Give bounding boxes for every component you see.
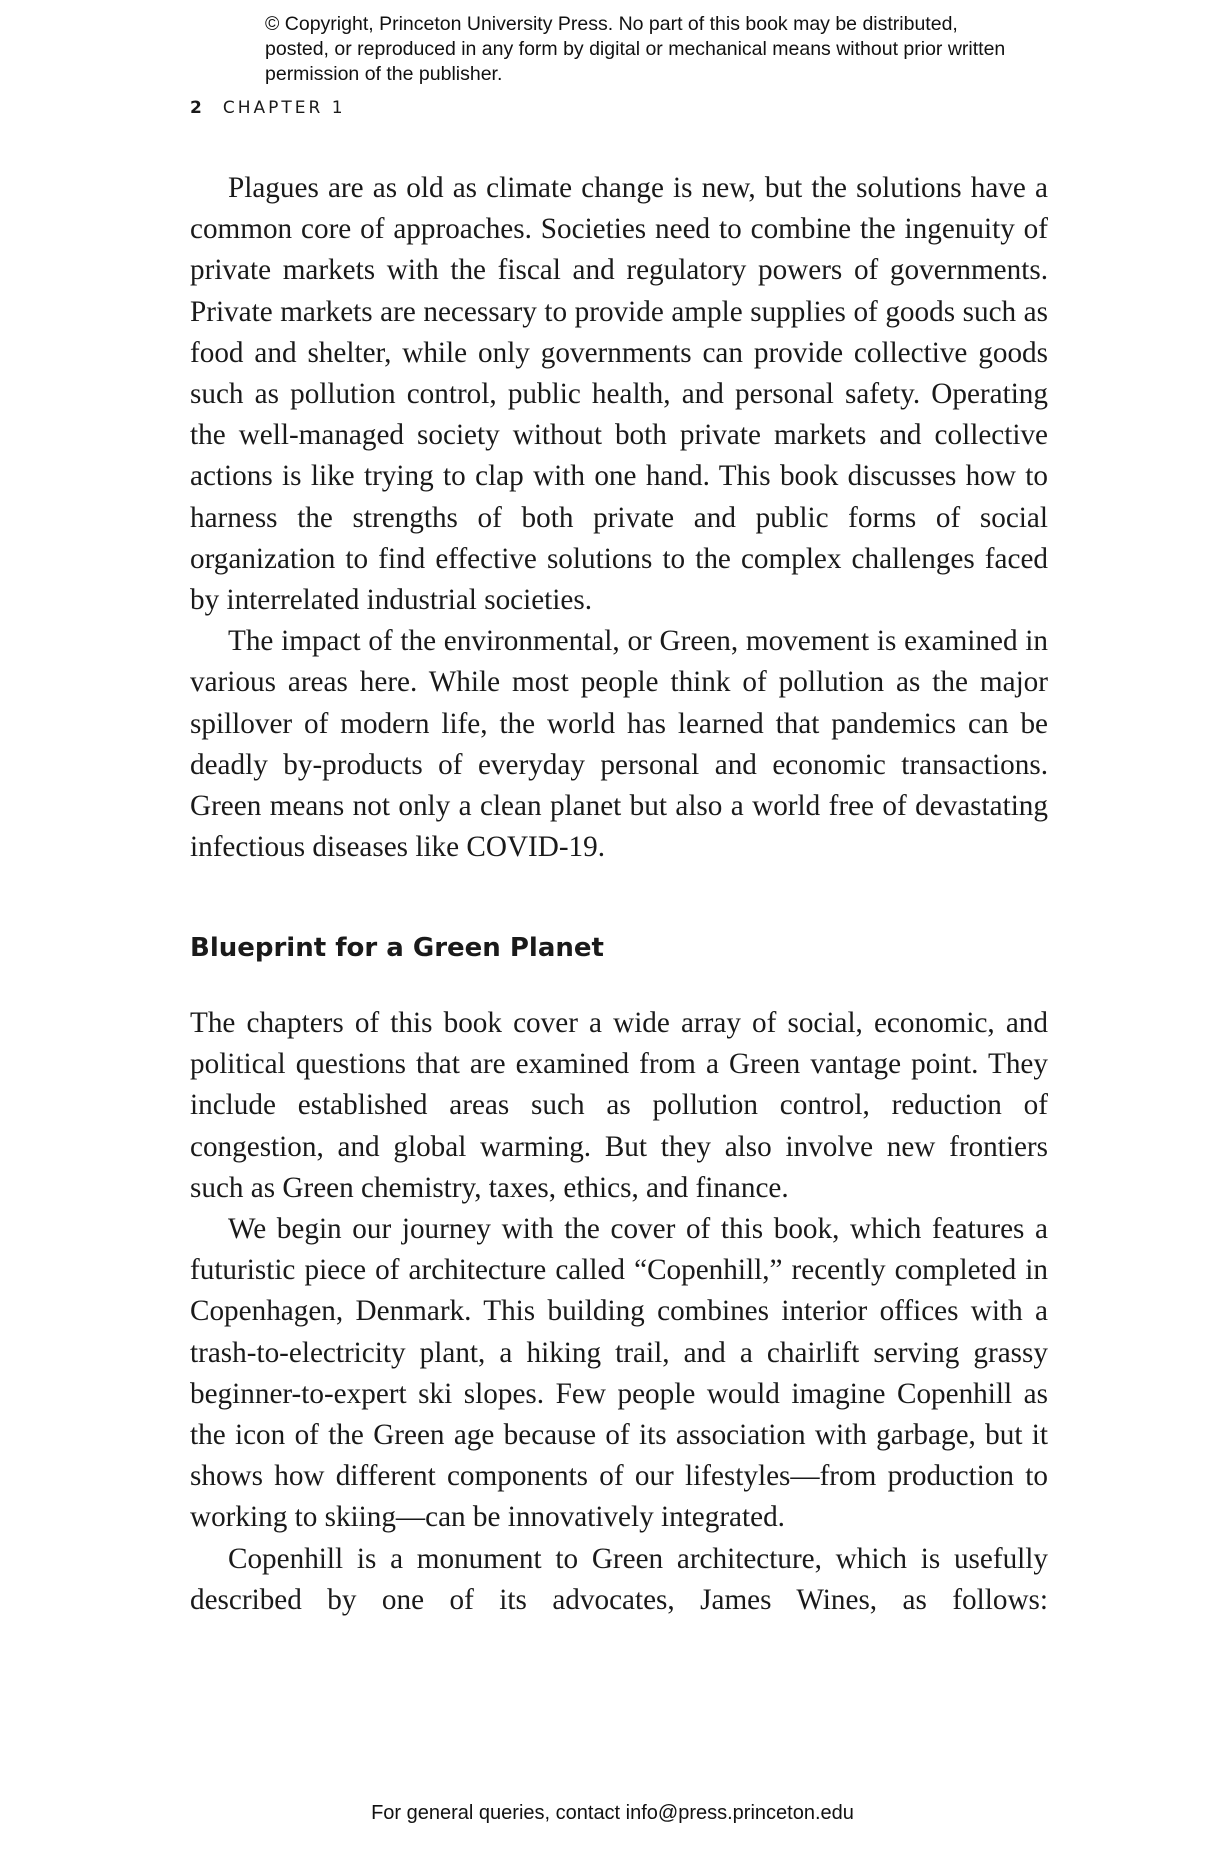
paragraph: The chapters of this book cover a wide array of social, economic, and political questions that are examined from a Green vantage point. They include established areas such as pollution control, reduction of congestion, and global warming. But they also involve new frontiers such as Green chemistry, taxes, ethics, and finance. <box>190 1007 1048 1204</box>
section-text <box>190 1003 1048 1621</box>
chapter-label: CHAPTER 1 <box>222 98 346 118</box>
paragraph: We begin our journey with the cover of this book, which features a futuristic piece of architecture called “Copenhill,” recently completed in Copenhagen, Denmark. This building combines interior offices with a trash-to-electricity plant, a hiking trail, and a chairlift serving grassy beginner-to-expert ski slopes. Few people would imagine Copenhill as the icon of the Green age because of its association with garbage, but it shows how different components of our lifestyles—from production to working to skiing—can be innovatively integrated. <box>190 1213 1048 1534</box>
paragraph: Plagues are as old as climate change is new, but the solutions have a common core of approaches. Societies need to combine the ingenuity of private markets with the fiscal and regulatory powers of governments. Private markets are necessary to provide ample supplies of goods such as food and shelter, while only governments can provide collective goods such as pollution control, public health, and personal safety. Operating the well-managed society without both private markets and collective actions is like trying to clap with one hand. This book discusses how to harness the strengths of both private and public forms of social organization to find effective solutions to the complex challenges faced by interrelated industrial societies. <box>190 172 1048 617</box>
section-heading: Blueprint for a Green Planet <box>190 933 604 963</box>
page-number: 2 <box>190 98 205 118</box>
paragraph: The impact of the environmental, or Green, movement is examined in various areas here. While most people think of pollution as the major spillover of modern life, the world has learned that pandemics can be deadly by-products of everyday personal and economic transactions. Green means not only a clean planet but also a world free of devastating infectious diseases like COVID-19. <box>190 625 1048 864</box>
intro-text <box>190 168 1048 868</box>
paragraph: Copenhill is a monument to Green architecture, which is usefully described by one of its advocates, James Wines, as follows: <box>190 1542 1048 1616</box>
running-head <box>190 98 346 118</box>
footer-contact: For general queries, contact info@press.princeton.edu <box>371 1802 854 1824</box>
copyright-notice: © Copyright, Princeton University Press. No part of this book may be distributed, posted, or reproduced in any form by digital or mechanical means without prior written permission of the publisher. <box>265 13 1006 85</box>
